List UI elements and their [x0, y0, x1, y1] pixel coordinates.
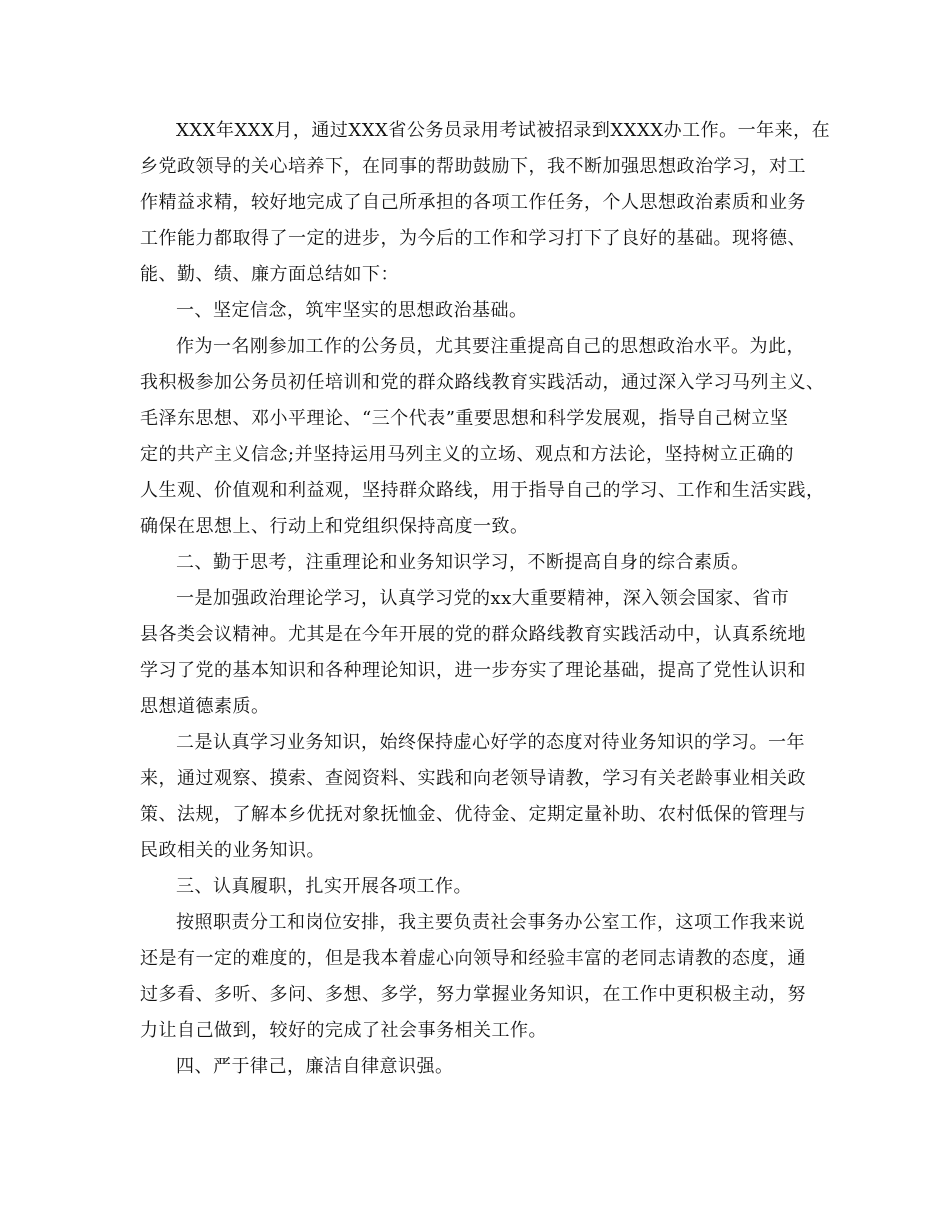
paragraph-2b-line-1: 二是认真学习业务知识，始终保持虚心好学的态度对待业务知识的学习。一年 [176, 732, 805, 753]
paragraph-3-line-2: 还是有一定的难度的，但是我本着虚心向领导和经验丰富的老同志请教的态度，通 [140, 948, 806, 969]
paragraph-2b-line-3: 策、法规，了解本乡优抚对象抚恤金、优待金、定期定量补助、农村低保的管理与 [140, 804, 806, 825]
paragraph-intro-line-1: XXX年XXX月，通过XXX省公务员录用考试被招录到XXXX办工作。一年来，在 [176, 120, 831, 141]
paragraph-intro-line-4: 工作能力都取得了一定的进步，为今后的工作和学习打下了良好的基础。现将德、 [140, 228, 806, 249]
paragraph-1-line-6: 确保在思想上、行动上和党组织保持高度一致。 [140, 516, 529, 537]
paragraph-2a-line-1: 一是加强政治理论学习，认真学习党的xx大重要精神，深入领会国家、省市 [176, 588, 790, 609]
paragraph-1-line-3: 毛泽东思想、邓小平理论、“三个代表”重要思想和科学发展观，指导自己树立坚 [140, 408, 789, 429]
section-heading-2: 二、勤于思考，注重理论和业务知识学习，不断提高自身的综合素质。 [176, 552, 750, 573]
paragraph-3-line-4: 力让自己做到，较好的完成了社会事务相关工作。 [140, 1020, 547, 1041]
paragraph-1-line-2: 我积极参加公务员初任培训和党的群众路线教育实践活动，通过深入学习马列主义、 [140, 372, 825, 393]
paragraph-2a-line-3: 学习了党的基本知识和各种理论知识，进一步夯实了理论基础，提高了党性认识和 [140, 660, 806, 681]
paragraph-1-line-5: 人生观、价值观和利益观，坚持群众路线，用于指导自己的学习、工作和生活实践， [140, 480, 825, 501]
paragraph-1-line-4: 定的共产主义信念;并坚持运用马列主义的立场、观点和方法论，坚持树立正确的 [140, 444, 795, 465]
paragraph-intro-line-3: 作精益求精，较好地完成了自己所承担的各项工作任务，个人思想政治素质和业务 [140, 192, 806, 213]
paragraph-intro-line-2: 乡党政领导的关心培养下，在同事的帮助鼓励下，我不断加强思想政治学习，对工 [140, 156, 806, 177]
paragraph-2b-line-2: 来，通过观察、摸索、查阅资料、实践和向老领导请教，学习有关老龄事业相关政 [140, 768, 806, 789]
paragraph-3-line-1: 按照职责分工和岗位安排，我主要负责社会事务办公室工作，这项工作我来说 [176, 912, 805, 933]
section-heading-4: 四、严于律己，廉洁自律意识强。 [176, 1056, 454, 1077]
paragraph-2a-line-4: 思想道德素质。 [140, 696, 270, 717]
section-heading-3: 三、认真履职，扎实开展各项工作。 [176, 876, 472, 897]
paragraph-1-line-1: 作为一名刚参加工作的公务员，尤其要注重提高自己的思想政治水平。为此， [176, 336, 805, 357]
paragraph-3-line-3: 过多看、多听、多问、多想、多学，努力掌握业务知识，在工作中更积极主动，努 [140, 984, 806, 1005]
paragraph-2b-line-4: 民政相关的业务知识。 [140, 840, 325, 861]
paragraph-intro-line-5: 能、勤、绩、廉方面总结如下： [140, 264, 399, 285]
paragraph-2a-line-2: 县各类会议精神。尤其是在今年开展的党的群众路线教育实践活动中，认真系统地 [140, 624, 806, 645]
section-heading-1: 一、坚定信念，筑牢坚实的思想政治基础。 [176, 300, 528, 321]
